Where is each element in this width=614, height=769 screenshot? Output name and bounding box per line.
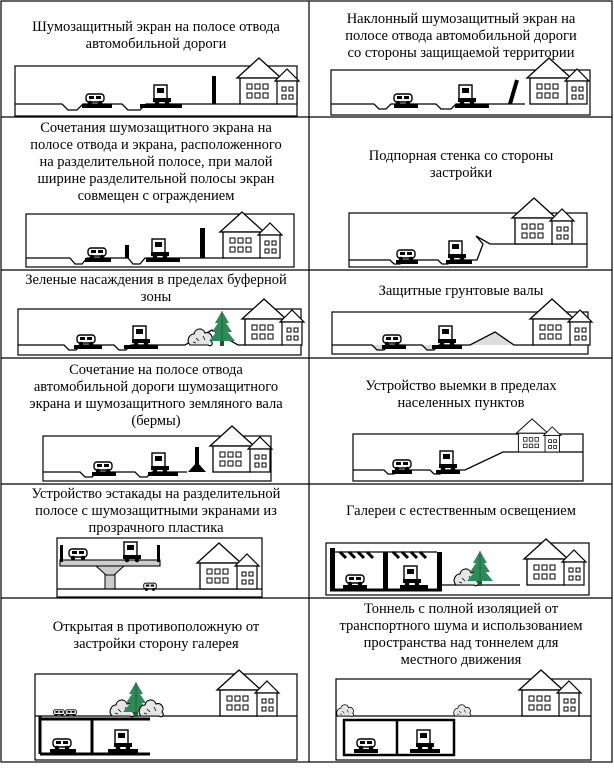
caption-open-gallery: Открытая в противоположную от застройки сторону галерея xyxy=(52,619,260,652)
diagram-inclined-screen xyxy=(331,58,590,115)
diagram-retaining-wall xyxy=(349,198,587,267)
caption-inclined-screen: Наклонный шумозащитный экран на полосе отвода автомобильной дороги со стороны защищаемой территории xyxy=(345,11,577,61)
diagram-open-gallery xyxy=(35,670,297,760)
caption-overpass: Устройство эстакады на разделительной полосе с шумозащитными экранами из прозрачного пластика xyxy=(31,486,281,536)
caption-retaining-wall: Подпорная стенка со стороны застройки xyxy=(368,148,554,181)
caption-screen-on-road-strip: Шумозащитный экран на полосе отвода автомобильной дороги xyxy=(32,19,280,52)
diagram-overpass xyxy=(57,538,262,597)
caption-screen-and-berm: Сочетание на полосе отвода автомобильной дороги шумозащитного экрана и шумозащитного земляного вала (бермы) xyxy=(29,362,283,429)
diagram-screen-and-berm xyxy=(43,426,272,481)
diagram-screen-combination xyxy=(26,212,294,267)
caption-excavation: Устройство выемки в пределах населенных пунктов xyxy=(365,378,557,411)
diagram-galleries xyxy=(326,539,589,595)
caption-green-plantings: Зеленые насаждения в пределах буферной зоны xyxy=(25,272,287,305)
caption-galleries: Галереи с естественным освещением xyxy=(346,503,576,519)
caption-earth-berms: Защитные грунтовые валы xyxy=(378,283,544,299)
caption-tunnel: Тоннель с полной изоляцией от транспортного шума и использованием пространства над тоннелем для местного движения xyxy=(339,601,583,668)
diagram-earth-berms xyxy=(332,299,592,354)
diagram-excavation xyxy=(353,419,583,481)
diagram-tunnel xyxy=(336,670,591,760)
diagram-screen-on-road-strip xyxy=(15,58,299,116)
diagram-green-plantings xyxy=(18,299,304,355)
caption-screen-combination: Сочетания шумозащитного экрана на полосе отвода и экрана, расположенного на разделительной полосе, при малой ширине разделительной полосы экран совмещен с ограждением xyxy=(30,120,282,204)
